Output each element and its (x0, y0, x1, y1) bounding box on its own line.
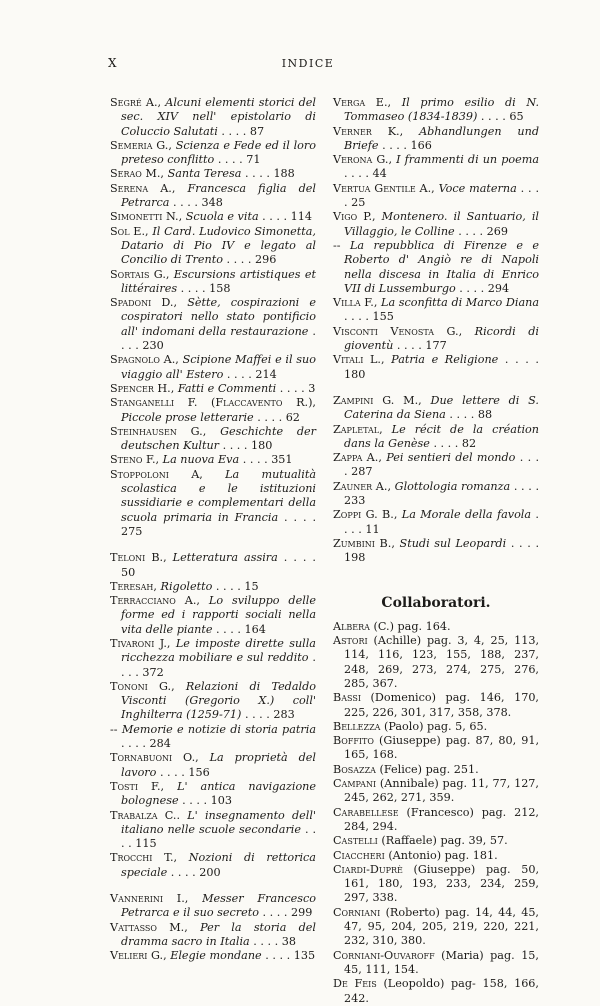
collaborator-entry (333, 634, 539, 691)
collaborator-pages: pag. 15, 45, 111, 154. (344, 948, 539, 976)
author-name: Zoppi G. B., (333, 508, 398, 522)
collaborator-entry (333, 691, 539, 720)
collaborator-surname: Corniani-Ouvaroff (333, 948, 435, 962)
author-name: Vattasso M., (110, 920, 188, 934)
index-entry: Terracciano A., Lo sviluppo delle forme ed i rapporti sociali nella vita delle piante . . . . 164 (110, 594, 316, 636)
collaborator-pages: pag. 87, 80, 91, 165, 168. (344, 734, 539, 762)
author-name: Trabalza C.. (110, 808, 181, 822)
author-name: Zapletal, (333, 422, 383, 436)
index-entry: Villa F., La sconfitta di Marco Diana . . . . 155 (333, 296, 539, 324)
author-name: Teloni B., (110, 551, 167, 565)
work-title: Pei sentieri del mondo (386, 451, 516, 465)
author-name: Tivaroni J., (110, 636, 171, 650)
section-gap (333, 382, 539, 394)
author-name: Simonetti N., (110, 210, 183, 224)
work-title: Memorie e notizie di storia patria (121, 722, 316, 736)
collaborator-pages: pag. 212, 284, 294. (344, 805, 539, 833)
author-name: Serena A., (110, 181, 176, 195)
work-title: Le récit de la création dans la Genèse (344, 422, 539, 450)
collaborators-heading: Collaboratori. (381, 594, 491, 611)
collaborator-firstname: (Leopoldo) (383, 977, 445, 991)
page-reference: 214 (255, 367, 277, 381)
collaborator-entry (333, 834, 539, 848)
page-header (108, 56, 508, 76)
work-title: Per la storia del dramma sacro in Italia (121, 920, 317, 948)
index-entry: Stanganelli F. (Flaccavento R.), Piccole prose letterarie . . . . 62 (110, 396, 316, 424)
collaborator-surname: De Feis (333, 977, 377, 991)
index-entry: -- Memorie e notizie di storia patria . . . . 284 (110, 722, 316, 751)
index-entry: Spagnolo A., Scipione Maffei e il suo viaggio all' Estero . . . . 214 (110, 353, 316, 381)
page-reference: 166 (410, 138, 432, 152)
collaborator-surname: Bellezza (333, 719, 381, 733)
author-name: Verona G., (333, 153, 392, 167)
index-entry: Steinhausen G., Geschichte der deutschen Kultur . . . . 180 (110, 424, 317, 453)
index-entry: Sortais G., Escursions artistiques et littéraires . . . . 158 (110, 267, 316, 295)
collaborator-surname: Carabellese (333, 805, 399, 819)
collaborator-firstname: (Domenico) (370, 691, 436, 705)
page-reference: 156 (188, 765, 210, 779)
author-name: Visconti Venosta G., (333, 324, 463, 338)
page-reference: 82 (461, 436, 477, 450)
author-name: Sortais G., (110, 267, 170, 281)
collaborator-firstname: (Roberto) (385, 905, 440, 919)
page-reference: 275 (121, 524, 143, 538)
work-title: Sètte, cospirazioni e cospiratori nello stato pontificio all' indomani della restaurazione (121, 296, 317, 338)
author-name: Sol E., (110, 224, 149, 238)
collaborator-entry (333, 806, 539, 835)
index-entry: Zapletal, Le récit de la création dans la Genèse . . . . 82 (333, 422, 539, 450)
work-title: La sconfitta di Marco Diana (381, 296, 539, 310)
collaborator-entry (333, 763, 539, 777)
collaborator-surname: Campani (333, 777, 377, 791)
page-reference: 351 (271, 453, 293, 467)
page-reference: 38 (281, 934, 296, 948)
index-entry: Tornabuoni O., La proprietà del lavoro . . . . 156 (110, 751, 316, 779)
work-title: Abhandlungen und Briefe (344, 124, 539, 152)
collaborator-entry (333, 734, 539, 763)
page-reference: 103 (210, 794, 232, 808)
index-entry: Verona G., I frammenti di un poema . . . . 44 (333, 153, 539, 181)
work-title: Piccole prose letterarie (121, 410, 254, 424)
index-entry: Zoppi G. B., La Morale della favola . . . . 11 (333, 508, 539, 536)
collaborator-surname: Astori (333, 634, 368, 648)
author-name: Spadoni D., (110, 296, 178, 310)
author-name: Verner K., (333, 124, 404, 138)
index-entry: Stoppoloni A, La mutualità scolastica e le istituzioni sussidiarie e complementari della scuola primaria in Francia . . . . 275 (110, 467, 316, 538)
collaborator-firstname: (Giuseppe) (413, 862, 476, 876)
collaborator-entry (333, 863, 539, 906)
author-name: Vitali L., (333, 353, 385, 367)
index-entry: Zampini G. M., Due lettere di S. Caterina da Siena . . . . 88 (333, 393, 539, 422)
index-entry: Vitali L., Patria e Religione . . . . 180 (333, 353, 539, 381)
work-title: Letteratura assira (172, 551, 278, 565)
index-entry: Simonetti N., Scuola e vita . . . . 114 (110, 210, 312, 224)
collaborator-surname: Corniani (333, 905, 381, 919)
work-title: Il primo esilio di N. Tommaseo (1834-1839) (344, 96, 540, 124)
index-entry: Tosti F., L' antica navigazione bolognese . . . . 103 (110, 779, 317, 808)
author-name: Tornabuoni O., (110, 751, 199, 765)
work-title: L' insegnamento dell' italiano nelle scuole secondarie (121, 808, 317, 836)
collaborator-pages: pag. 3, 4, 25, 113, 114, 116, 123, 155, 188, 237, 248, 269, 273, 274, 275, 276, 285, 367. (344, 634, 540, 690)
section-gap (110, 880, 316, 892)
index-entry: Serena A., Francesca figlia del Petrarca . . . . 348 (110, 181, 316, 210)
author-name: Zappa A., (333, 451, 382, 465)
work-title: Francesca figlia del Petrarca (121, 181, 316, 210)
index-entry: Trabalza C.. L' insegnamento dell' italiano nelle scuole secondarie . . . . 115 (110, 808, 317, 851)
index-entry: Vigo P., Montenero. il Santuario, il Villaggio, le Colline . . . . 269 (333, 210, 539, 238)
left-column (110, 96, 316, 964)
index-entry: -- La repubblica di Firenze e e Roberto d' Angiò re di Napoli nella discesa in Italia di Enrico VII di Lussemburgo . . . . 294 (333, 238, 540, 295)
author-name: Zampini G. M., (333, 393, 422, 407)
author-name: Spagnolo A., (110, 353, 179, 367)
index-entry: Semeria G., Scienza e Fede ed il loro preteso conflitto . . . . 71 (110, 138, 316, 167)
author-name: Stoppoloni A, (110, 467, 203, 481)
page-reference: 88 (477, 408, 493, 422)
page-reference: 62 (285, 410, 300, 424)
index-entry: Sol E., Il Card. Ludovico Simonetta, Datario di Pio IV e legato al Concilio di Trento . . . . 296 (110, 224, 316, 267)
page-reference: 177 (425, 339, 447, 353)
collaborator-firstname: (Achille) (373, 634, 422, 648)
author-name: Stanganelli F. (Flaccavento R.), (110, 396, 316, 410)
page-reference: 284 (149, 737, 171, 751)
index-entry: Vertua Gentile A., Voce materna . . . . 25 (333, 181, 540, 210)
collaborator-firstname: (Raffaele) (381, 834, 437, 848)
page-reference: 44 (372, 167, 387, 181)
page-reference: 180 (251, 439, 273, 453)
work-title: La nuova Eva (162, 453, 240, 467)
page-reference: 115 (135, 837, 157, 851)
section-gap (110, 539, 316, 551)
index-entry: Verga E., Il primo esilio di N. Tommaseo (1834-1839) . . . . 65 (333, 96, 540, 124)
collaborator-firstname: (Francesco) (406, 805, 474, 819)
right-column (333, 96, 539, 1006)
index-entry: Zappa A., Pei sentieri del mondo . . . . 287 (333, 451, 539, 479)
collaborator-firstname: (C.) (373, 619, 394, 633)
page-reference: 114 (290, 210, 312, 224)
index-entry: Teresah, Rigoletto . . . . 15 (110, 579, 259, 593)
work-title: La mutualità scolastica e le istituzioni sussidiarie e complementari della scuola primaria in Francia (121, 467, 316, 524)
collaborator-pages: pag. 50, 161, 180, 193, 233, 234, 259, 297, 338. (344, 862, 540, 905)
page-reference: 164 (244, 622, 266, 636)
page-reference: 65 (509, 110, 524, 124)
author-name: Villa F., (333, 296, 378, 310)
collaborator-surname: Bassi (333, 691, 361, 705)
index-entry: Velieri G., Elegie mondane . . . . 135 (110, 949, 316, 963)
collaborators-list (333, 620, 539, 1006)
collaborator-surname: Castelli (333, 834, 378, 848)
work-title: Messer Francesco Petrarca e il suo secreto (121, 892, 316, 920)
work-title: Patria e Religione (391, 353, 499, 367)
page-reference: 372 (142, 665, 164, 679)
work-title: Fatti e Commenti (177, 381, 277, 395)
index-entry: Vattasso M., Per la storia del dramma sacro in Italia . . . . 38 (110, 920, 317, 948)
page-reference: 294 (487, 281, 510, 295)
work-title: La repubblica di Firenze e e Roberto d' Angiò re di Napoli nella discesa in Italia di Enrico VII di Lussemburgo (344, 238, 540, 295)
author-name: Teresah, (110, 579, 157, 593)
author-name: Vertua Gentile A., (333, 181, 435, 195)
collaborator-surname: Ciaccheri (333, 848, 385, 862)
running-head: INDICE (281, 57, 335, 70)
page-reference: 71 (246, 153, 261, 167)
work-title: Relazioni di Tedaldo Visconti (Gregorio X.) coll' Inghilterra (1259-71) (121, 679, 316, 722)
collaborator-entry (333, 977, 539, 1006)
author-name: Steno F., (110, 453, 160, 467)
collaborator-firstname: (Paolo) (383, 719, 424, 733)
author-name: Terracciano A., (110, 594, 200, 608)
work-title: Nozioni di rettorica speciale (121, 851, 316, 879)
page-reference: 50 (121, 565, 136, 579)
collaborator-firstname: (Felice) (379, 762, 423, 776)
index-entry: Segré A., Alcuni elementi storici del sec. XIV nell' epistolario di Coluccio Salutati . . . . 87 (110, 96, 316, 138)
index-entry: Steno F., La nuova Eva . . . . 351 (110, 453, 293, 467)
author-name: Tosti F., (110, 779, 165, 793)
index-entry: Serao M., Santa Teresa . . . . 188 (110, 167, 295, 181)
collaborator-pages: pag. 39, 57. (440, 834, 508, 848)
index-entry: Zauner A., Glottologia romanza . . . . 233 (333, 479, 540, 508)
work-title: Lo sviluppo delle forme ed i rapporti sociali nella vita delle piante (121, 594, 316, 636)
collaborator-firstname: (Annibale) (379, 777, 439, 791)
work-title: La proprietà del lavoro (121, 751, 316, 779)
work-title: Studi sul Leopardi (399, 536, 507, 550)
collaborator-firstname: (Maria) (441, 948, 484, 962)
author-name: Steinhausen G., (110, 424, 207, 438)
index-entry: Teloni B., Letteratura assira . . . . 50 (110, 551, 316, 579)
collaborator-entry (333, 849, 539, 863)
work-title: Montenero. il Santuario, il Villaggio, le Colline (344, 210, 539, 238)
work-title: Le imposte dirette sulla ricchezza mobiliare e sul reddito (121, 636, 316, 665)
author-name: -- (110, 722, 118, 736)
collaborator-pages: pag. 5, 65. (427, 719, 488, 733)
index-entry: Tivaroni J., Le imposte dirette sulla ricchezza mobiliare e sul reddito . . . . 372 (110, 636, 316, 679)
index-entry: Trocchi T., Nozioni di rettorica speciale . . . . 200 (110, 851, 316, 879)
page-reference: 348 (201, 196, 223, 210)
work-title: Il Card. Ludovico Simonetta, Datario di Pio IV e legato al Concilio di Trento (121, 224, 316, 267)
index-entry: Spencer H., Fatti e Commenti . . . . 3 (110, 381, 316, 395)
index-entry: Vannerini I., Messer Francesco Petrarca e il suo secreto . . . . 299 (110, 892, 316, 920)
author-name: Tononi G., (110, 679, 175, 693)
collaborator-pages: pag- 158, 166, 242. (344, 977, 539, 1005)
collaborator-pages: pag. 14, 44, 45, 47, 95, 204, 205, 219, 220, 221, 232, 310, 380. (344, 905, 539, 948)
work-title: L' antica navigazione bolognese (121, 779, 317, 808)
page-reference: 155 (372, 310, 394, 324)
page-reference: 233 (344, 494, 366, 508)
page-reference: 25 (351, 196, 366, 210)
page-reference: 158 (209, 281, 231, 295)
index-entry: Verner K., Abhandlungen und Briefe . . . . 166 (333, 124, 539, 152)
collaborator-entry (333, 906, 539, 949)
work-title: Voce materna (438, 181, 517, 195)
collaborator-pages: pag. 164. (397, 619, 451, 633)
work-title: Alcuni elementi storici del sec. XIV nell' epistolario di Coluccio Salutati (121, 96, 316, 138)
collaborator-surname: Bosazza (333, 762, 376, 776)
page-reference: 287 (351, 465, 373, 479)
collaborator-surname: Albera (333, 619, 370, 633)
page-reference: 11 (365, 522, 380, 536)
author-name: Spencer H., (110, 381, 175, 395)
page-reference: 269 (486, 224, 509, 238)
collaborator-entry (333, 949, 539, 978)
page-reference: 180 (344, 367, 366, 381)
page-reference: 15 (244, 579, 259, 593)
page-reference: 299 (290, 906, 313, 920)
collaborator-firstname: (Giuseppe) (379, 734, 441, 748)
collaborator-entry (333, 620, 539, 634)
collaborator-entry (333, 777, 539, 806)
collaborator-pages: pag. 251. (425, 762, 479, 776)
index-entry: Zumbini B., Studi sul Leopardi . . . . 198 (333, 536, 540, 565)
collaborator-surname: Boffito (333, 734, 374, 748)
author-name: Vannerini I., (110, 892, 189, 906)
author-name: Zumbini B., (333, 536, 395, 550)
work-title: Scuola e vita (185, 210, 259, 224)
page-reference: 200 (199, 865, 221, 879)
page-number: X (108, 56, 117, 70)
index-entry: Tononi G., Relazioni di Tedaldo Visconti (Gregorio X.) coll' Inghilterra (1259-71) . . . . 283 (110, 679, 316, 722)
work-title: Geschichte der deutschen Kultur (121, 424, 317, 453)
collaborator-surname: Ciardi-Duprè (333, 862, 403, 876)
work-title: Escursions artistiques et littéraires (121, 267, 316, 295)
collaborator-pages: pag. 146, 170, 225, 226, 301, 317, 358, 378. (344, 691, 539, 719)
page-reference: 283 (273, 708, 295, 722)
page-reference: 87 (249, 124, 265, 138)
page-reference: 198 (344, 551, 366, 565)
collaborator-pages: pag. 11, 77, 127, 245, 262, 271, 359. (344, 777, 539, 805)
page-reference: 230 (142, 339, 164, 353)
author-name: Vigo P., (333, 210, 376, 224)
work-title: Elegie mondane (170, 949, 262, 963)
work-title: Santa Teresa (167, 167, 242, 181)
work-title: La Morale della favola (401, 508, 532, 522)
work-title: Glottologia romanza (394, 479, 511, 493)
work-title: Ricordi di gioventù (344, 324, 539, 353)
author-name: Velieri G., (110, 949, 167, 963)
work-title: Scipione Maffei e il suo viaggio all' Estero (121, 353, 316, 381)
author-name: Trocchi T., (110, 851, 178, 865)
collaborator-entry (333, 720, 539, 734)
author-name: Semeria G., (110, 138, 172, 152)
work-title: Due lettere di S. Caterina da Siena (344, 393, 539, 422)
author-name: Segré A., (110, 96, 162, 109)
collaborator-firstname: (Antonio) (388, 848, 442, 862)
work-title: Rigoletto (160, 579, 213, 593)
page-reference: 188 (273, 167, 295, 181)
page-reference: 3 (308, 381, 316, 395)
author-name: -- (333, 238, 341, 252)
index-entry: Spadoni D., Sètte, cospirazioni e cospiratori nello stato pontificio all' indomani della restaurazione . . . . 230 (110, 296, 317, 353)
work-title: Scienza e Fede ed il loro preteso conflitto (121, 138, 316, 167)
author-name: Zauner A., (333, 479, 392, 493)
page-reference: 296 (254, 253, 277, 267)
page-reference: 135 (293, 949, 316, 963)
index-entry: Visconti Venosta G., Ricordi di gioventù . . . . 177 (333, 324, 539, 353)
collaborator-pages: pag. 181. (444, 848, 498, 862)
author-name: Verga E., (333, 96, 392, 109)
author-name: Serao M., (110, 167, 164, 181)
work-title: I frammenti di un poema (396, 153, 539, 167)
